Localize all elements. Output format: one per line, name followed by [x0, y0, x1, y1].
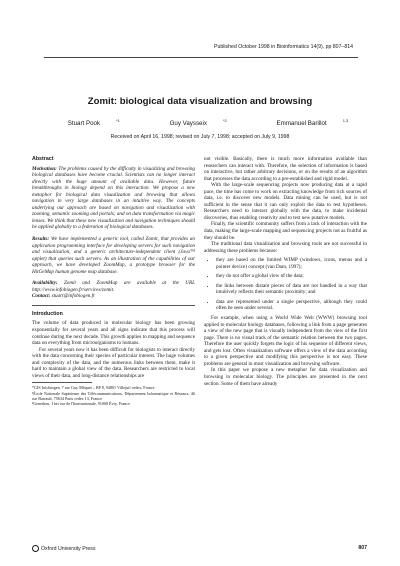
- abstract-motivation: [32, 166, 195, 231]
- abstract-results: [32, 236, 195, 275]
- author: [154, 120, 227, 127]
- body-paragraph: Finally, the scientific community suffers from a lack of interaction with the data, making the large-scale mapping and sequencing projects not as fruitful as they should be.: [204, 221, 367, 241]
- author-mark: *1: [116, 118, 120, 123]
- body-paragraph: In this paper we propose a new metaphor for data visualization and browsing in molecular biology. The principles are presented in the next section. Some of them have already: [204, 367, 367, 387]
- author-name: Guy Vaysseix: [169, 120, 207, 128]
- page-number: 807: [358, 545, 367, 551]
- availability-label: Availability:: [32, 280, 58, 287]
- body-paragraph: For example, when using a World Wide Web (WWW) browsing tool applied to molecular biology databases, following a link from a page generates a view of the new page that is visually independent from the view of the first page. There is no visual track of the semantic relation between the two pages. Therefore the user quickly forgets the logic of his sequence of different views, and gets lost. Often visualization software offers a view of the data according to a given perspective and modifying this perspective is not easy. These problems are general in most visualization and browsing software.: [204, 315, 367, 367]
- availability-text: Zomit and ZoomMap are available at the URL http://www.infobiogen.fr/services/zomit.: [32, 280, 195, 293]
- right-column: [204, 156, 367, 387]
- author-name: Emmanuel Barillot: [276, 120, 327, 128]
- publication-info: Published October 1998 in Bioinformatics 14(9), pp 807–814: [214, 44, 353, 50]
- body-paragraph: With the large-scale sequencing projects now producing data at a rapid pace, the time has come to work on extracting knowledge from rich sources of data, i.e. to discover new models. Data mining can be used, but is not sufficient in the sense that it can only exploit the data to test hypotheses. Researchers need to interact globally with the data, to make incidental discoveries, thus enabling creativity and to test new putative models.: [204, 182, 367, 221]
- problem-list: [204, 257, 367, 312]
- author-mark: *2: [222, 118, 227, 123]
- page-footer: [32, 545, 367, 552]
- list-item: • they are based on the limited WIMP (windows, icons, menus and a pointer device) concept (van Dam, 1997);: [216, 257, 367, 270]
- received-dates: Received on April 16, 1998; revised on July 7, 1998; accepted on July 9, 1998: [110, 134, 290, 140]
- intro-paragraph: For several years now it has been difficult for biologists to interact directly with the data concerning their species of particular interest. The huge volumes and complexity of the data, and the numerous links between them, make it hard to maintain a global view of the data. Researchers are restricted to local views of their data, and long-distance relationships are: [32, 346, 195, 379]
- author: [260, 120, 348, 127]
- abstract-availability: [32, 280, 195, 293]
- publisher-logo-icon: [32, 545, 39, 552]
- results-text: We have implemented a generic tool, called Zomit, that provides an application programming interface for developing servers for such navigation and visualization, and a generic architecture-independent client (Java™ applet) that queries such servers. As an illustration of the capabilities of our approach, we have developed ZoomMap, a prototype browser for the HitGeMap human genome map database.: [32, 236, 195, 275]
- list-item: • the links between distant pieces of data are not handled in a way that intuitively reflects their semantic proximity; and: [216, 283, 367, 296]
- list-item: • data are represented under a single perspective, although they could often be seen under several.: [216, 299, 367, 312]
- introduction-heading: Introduction: [32, 310, 63, 317]
- body-paragraph: not visible. Basically, there is much more information available than researchers can interact with. Therefore, the selection of information is based on interactive, but rather arbitrary decisions, or on the results of an algorithm that processes the data according to a pre-established and rigid model.: [204, 156, 367, 182]
- motivation-label: Motivation:: [32, 165, 57, 172]
- footnote: ²Genethon, 1 bis rue de l'Internationale, 91000 Évry, France: [32, 400, 130, 406]
- footnote: ¹École Nationale Supérieure des Télécommunications, Département Informatique et Réseaux, 46 rue Barrault, 75634 Paris cedex 13, France: [32, 390, 195, 401]
- footnote-rule: [32, 382, 92, 383]
- footnote: *GIS Infobiogen, 7 rue Guy Môquet – BP 8, 94801 Villejuif cedex, France: [32, 385, 155, 391]
- author: [52, 120, 120, 127]
- motivation-text: The problems caused by the difficulty in visualizing and browsing biological databases have become crucial. Scientists can no longer interact directly with the huge amount of available data. However, future breakthroughs in biology depend on this interaction. We propose a new metaphor for biological data visualization and browsing that allows navigation in very large databases in an intuitive way. The concepts underlying our approach are based on navigation and visualization with zooming, semantic zooming and portals; and on data transformation via magic lenses. We think that these new visualization and navigation techniques should be applied globally to a federation of biological databases.: [32, 165, 195, 231]
- paper-title: Zomit: biological data visualization and browsing: [87, 96, 313, 107]
- abstract-rule: [32, 305, 195, 306]
- list-item: • they do not offer a global view of the data;: [216, 273, 367, 280]
- left-column: [32, 156, 195, 406]
- publisher-name: Oxford University Press: [41, 545, 96, 552]
- contact-label: Contact:: [32, 293, 51, 300]
- author-mark: 1,3: [342, 118, 349, 123]
- abstract-heading: Abstract: [32, 156, 54, 162]
- author-name: Stuart Pook: [67, 120, 101, 128]
- results-label: Results:: [32, 236, 50, 243]
- intro-paragraph: The volume of data produced in molecular biology has been growing exponentially for several years and all signs indicate that this process will continue during the next decade. This growth applies to mapping and sequence data on everything from microorganisms to humans.: [32, 320, 195, 347]
- author-list: [0, 118, 400, 127]
- contact-email: stuart@infobiogen.fr: [51, 293, 96, 300]
- header-rule: [44, 57, 358, 58]
- abstract-contact: [32, 293, 195, 300]
- body-paragraph: The traditional data visualization and browsing tools are not successful in addressing these problems because:: [204, 241, 367, 254]
